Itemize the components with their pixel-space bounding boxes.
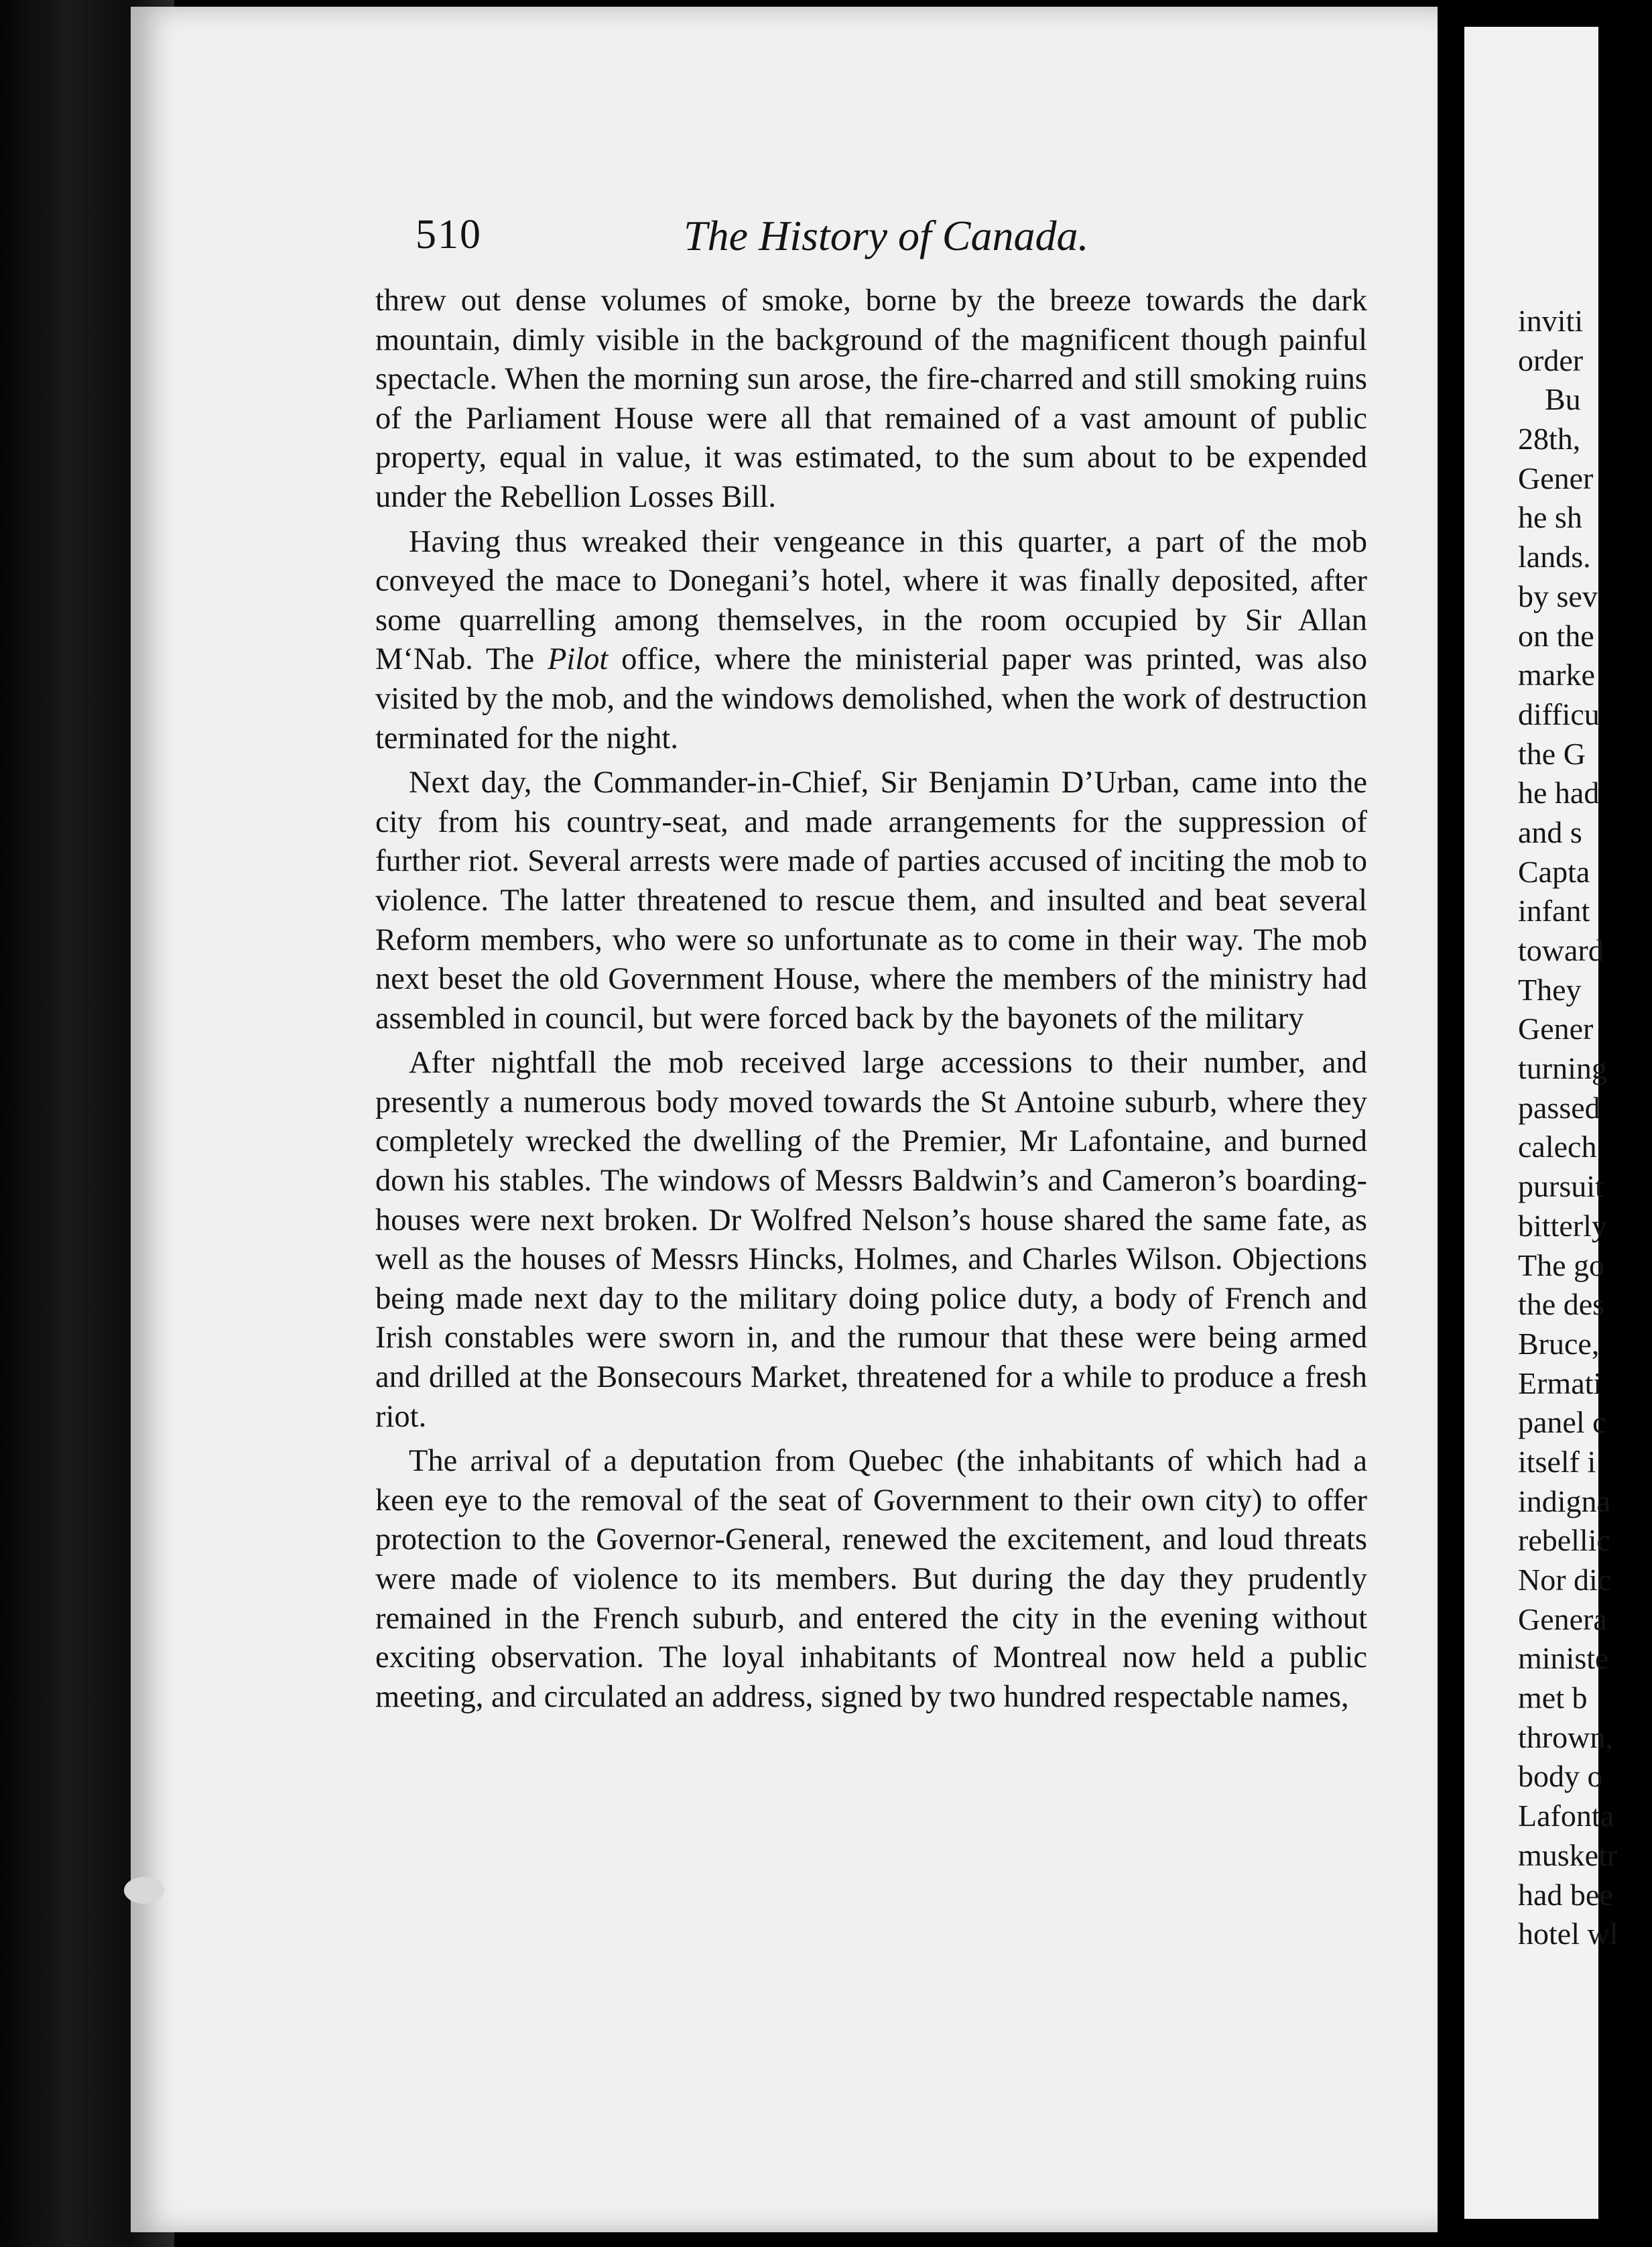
paragraph-text: The arrival of a deputation from Quebec (the inhabitants of which had a keen eye to the removal of the seat of Government to their own city) to offer protection to the Governor-General, renewed the excitement, and loud threats were made of violence to its members. But during the day they prudently remained in the French suburb, and entered the city in the evening without exciting observation. The loyal inhabitants of Montreal now held a public meeting, and circulated an address, signed by two hundred respectable names, — [375, 1444, 1367, 1714]
facing-page-line: order — [1518, 343, 1584, 377]
facing-page-line: itself i — [1518, 1444, 1596, 1479]
facing-page-line: turning — [1518, 1051, 1607, 1086]
facing-page-line: toward — [1518, 933, 1604, 967]
paragraph-text: Next day, the Commander-in-Chief, Sir Benjamin D’Urban, came into the city from his country-seat, and made arrangements for the suppression of further riot. Several arrests were made of parties accused of inciting the mob to violence. The latter threatened to rescue them, and insulted and beat several Reform members, who were so unfortunate as to come in their way. The mob next beset the old Government House, where the members of the ministry had assembled in council, but were forced back by the bayonets of the military — [375, 766, 1367, 1036]
facing-page-line: inviti — [1518, 304, 1584, 338]
facing-page-line: had bee — [1518, 1877, 1613, 1912]
facing-page-line: calech — [1518, 1130, 1597, 1164]
facing-page-line: he sh — [1518, 500, 1582, 535]
facing-page-line: by sev — [1518, 579, 1598, 613]
facing-page-line: hotel wl — [1518, 1917, 1618, 1951]
page-number: 510 — [416, 212, 482, 257]
right-page-fragment — [1464, 27, 1618, 2219]
facing-page-line: met b — [1518, 1681, 1588, 1715]
paragraph — [375, 282, 1367, 518]
facing-page-line: They — [1518, 972, 1582, 1007]
facing-page-line: musketr — [1518, 1837, 1618, 1872]
facing-page-line: pursuit — [1518, 1169, 1604, 1204]
facing-page-line: Genera — [1518, 1601, 1607, 1636]
facing-page-line: 28th, — [1518, 422, 1581, 457]
facing-page-line: bitterly — [1518, 1208, 1607, 1243]
facing-page-line: body o — [1518, 1759, 1603, 1794]
paragraph-text: office, where the ministerial paper was printed, was also visited by the mob, and the windows demolished, when the work of destruction terminated for the night. — [375, 642, 1367, 755]
facing-page-text — [1518, 302, 1652, 1954]
paper-speck — [124, 1877, 164, 1904]
facing-page-line: Lafonta — [1518, 1799, 1614, 1833]
facing-page-line: indigna — [1518, 1483, 1610, 1518]
facing-page-line: Bruce, — [1518, 1326, 1600, 1361]
page-header — [416, 211, 1119, 265]
paragraph — [375, 1442, 1367, 1717]
facing-page-line: Nor dic — [1518, 1563, 1612, 1597]
facing-page-line: panel c — [1518, 1405, 1606, 1440]
facing-page-line: he had — [1518, 776, 1600, 810]
facing-page-line: lands. — [1518, 540, 1591, 574]
facing-page-line: the G — [1518, 736, 1586, 771]
facing-page-line: Capta — [1518, 854, 1590, 889]
facing-page-line: difficu — [1518, 696, 1600, 731]
facing-page-line: the des — [1518, 1287, 1605, 1322]
facing-page-line: and s — [1518, 814, 1582, 849]
paragraph — [375, 764, 1367, 1038]
body-text — [375, 282, 1367, 1722]
facing-page-line: thrown, — [1518, 1719, 1613, 1754]
facing-page-line: passed — [1518, 1090, 1600, 1125]
paragraph-text: threw out dense volumes of smoke, borne by the breeze towards the dark mountain, dimly visible in the background of the magnificent though painful spectacle. When the morning sun arose, the fire-charred and still smoking ruins of the Parliament House were all that remained of a vast amount of public property, equal in value, it was estimated, to the sum about to be expended under the Rebellion Losses Bill. — [375, 284, 1367, 514]
facing-page-line: The go — [1518, 1248, 1605, 1282]
facing-page-line: rebellic — [1518, 1523, 1610, 1558]
paragraph — [375, 1044, 1367, 1437]
facing-page-line: Gener — [1518, 1012, 1594, 1046]
paragraph-text: Having thus wreaked their vengeance in this quarter, a part of the mob conveyed the mace to Donegani’s hotel, where it was finally deposited, after some quarrelling among themselves, in the room occupied by Sir Allan M‘Nab. The — [375, 524, 1367, 677]
facing-page-line: infant — [1518, 894, 1590, 928]
facing-page-line: on the — [1518, 618, 1594, 653]
facing-page-line: Ermati — [1518, 1365, 1602, 1400]
running-title: The History of Canada. — [684, 212, 1089, 259]
paragraph-text: After nightfall the mob received large accessions to their number, and presently a numerous body moved towards the St Antoine suburb, where they completely wrecked the dwelling of the Premier, Mr Lafontaine, and burned down his stables. The windows of Messrs Baldwin’s and Cameron’s boarding-houses were next broken. Dr Wolfred Nelson’s house shared the same fate, as well as the houses of Messrs Hincks, Holmes, and Charles Wilson. Objections being made next day to the military doing police duty, a body of French and Irish constables were sworn in, and the rumour that these were being armed and drilled at the Bonsecours Market, threatened for a while to produce a fresh riot. — [375, 1046, 1367, 1434]
facing-page-line: Gener — [1518, 461, 1594, 495]
paragraph — [375, 523, 1367, 759]
newspaper-title: Pilot — [547, 642, 609, 677]
facing-page-line: Bu — [1545, 382, 1581, 417]
facing-page-line: marke — [1518, 658, 1595, 692]
facing-page-line: ministe — [1518, 1641, 1609, 1676]
